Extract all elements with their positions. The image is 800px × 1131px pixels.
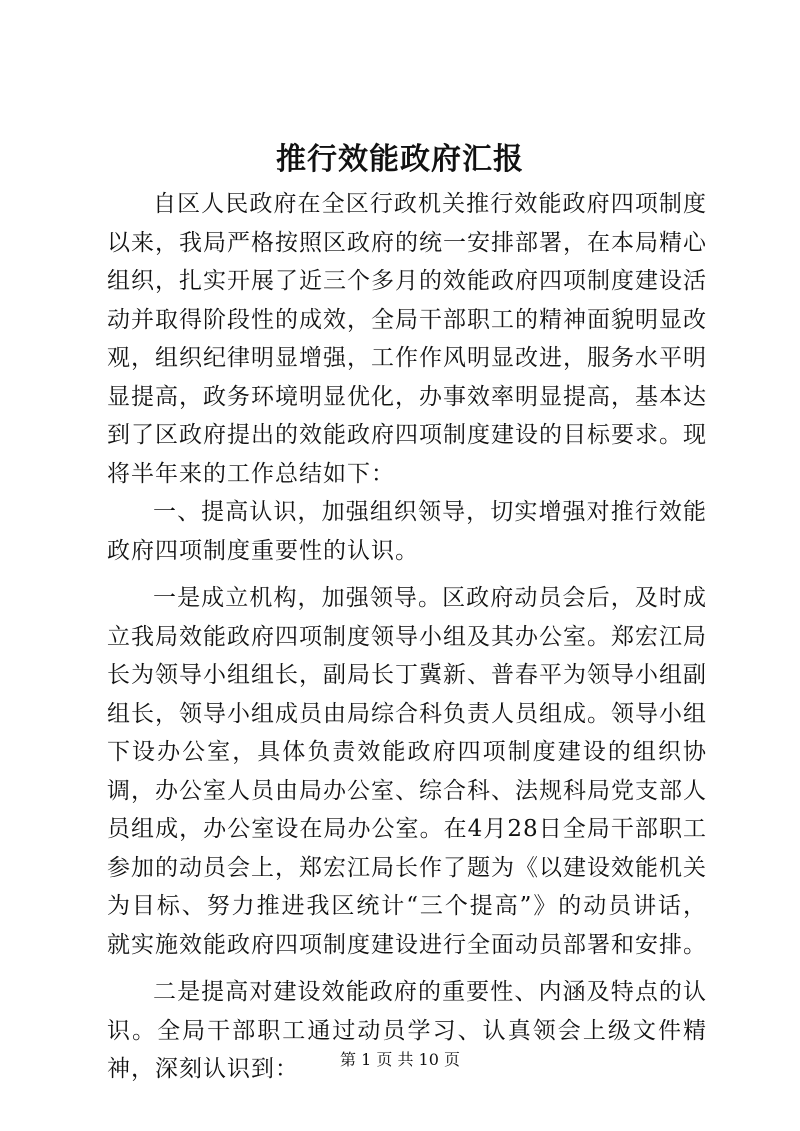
document-title: 推行效能政府汇报	[276, 142, 524, 177]
page-number-footer: 第 1 页 共 10 页	[340, 1050, 460, 1069]
document-body	[107, 185, 707, 1089]
paragraph-item-two: 二是提高对建设效能政府的重要性、内涵及特点的认识。全局干部职工通过动员学习、认真领会上级文件精神，深刻认识到：	[107, 979, 707, 1082]
paragraph-intro: 自区人民政府在全区行政机关推行效能政府四项制度以来，我局严格按照区政府的统一安排部署，在本局精心组织，扎实开展了近三个多月的效能政府四项制度建设活动并取得阶段性的成效，全局干部职工的精神面貌明显改观，组织纪律明显增强，工作作风明显改进，服务水平明显提高，政务环境明显优化，办事效率明显提高，基本达到了区政府提出的效能政府四项制度建设的目标要求。现将半年来的工作总结如下：	[107, 191, 707, 487]
paragraph-item-one: 一是成立机构，加强领导。区政府动员会后，及时成立我局效能政府四项制度领导小组及其办公室。郑宏江局长为领导小组组长，副局长丁冀新、普春平为领导小组副组长，领导小组成员由局综合科负责人员组成。领导小组下设办公室，具体负责效能政府四项制度建设的组织协调，办公室人员由局办公室、综合科、法规科局党支部人员组成，办公室设在局办公室。在4月28日全局干部职工参加的动员会上，郑宏江局长作了题为《以建设效能机关为目标、努力推进我区统计“三个提高”》的动员讲话，就实施效能政府四项制度建设进行全面动员部署和安排。	[107, 585, 707, 958]
paragraph-section-heading: 一、提高认识，加强组织领导，切实增强对推行效能政府四项制度重要性的认识。	[107, 499, 707, 564]
